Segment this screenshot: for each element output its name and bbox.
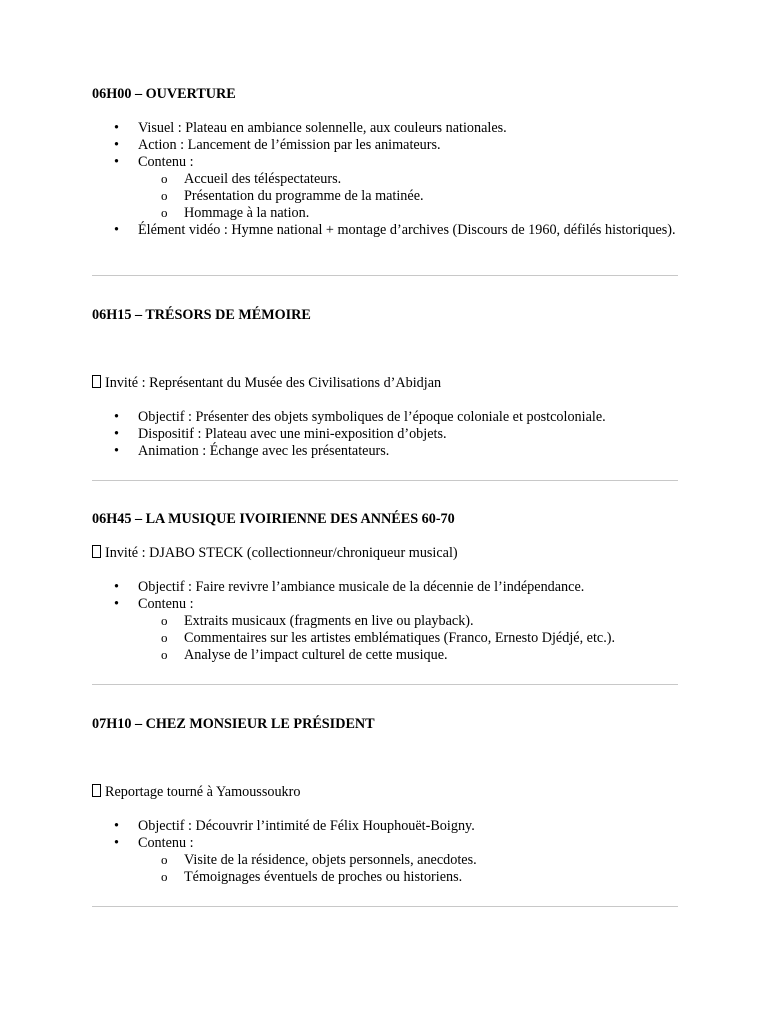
sub-list-item: o Hommage à la nation.	[92, 205, 678, 222]
sub-list-item: o Extraits musicaux (fragments en live ou playback).	[92, 613, 678, 630]
list-item: • Élément vidéo : Hymne national + montage d’archives (Discours de 1960, défilés historiques).	[92, 222, 678, 239]
sub-bullet-list	[138, 852, 678, 886]
list-item: • Objectif : Présenter des objets symboliques de l’époque coloniale et postcoloniale.	[92, 409, 678, 426]
sub-list-item: o Commentaires sur les artistes emblématiques (Franco, Ernesto Djédjé, etc.).	[92, 630, 678, 647]
section-title: 07H10 – CHEZ MONSIEUR LE PRÉSIDENT	[92, 716, 375, 732]
sub-bullet-list	[138, 613, 678, 664]
guest-text: Invité : Représentant du Musée des Civilisations d’Abidjan	[105, 375, 442, 391]
section-divider	[92, 275, 678, 276]
bullet-list	[92, 579, 678, 664]
list-item: • Objectif : Faire revivre l’ambiance musicale de la décennie de l’indépendance.	[92, 579, 678, 596]
sub-list-item: o Accueil des téléspectateurs.	[92, 171, 678, 188]
guest-line	[92, 375, 678, 392]
list-item: • Visuel : Plateau en ambiance solennelle, aux couleurs nationales.	[92, 120, 678, 137]
list-item	[92, 835, 678, 886]
sub-list-item: o Visite de la résidence, objets personnels, anecdotes.	[92, 852, 678, 869]
section-divider	[92, 906, 678, 907]
list-item-label: Contenu :	[138, 596, 194, 612]
report-text: Reportage tourné à Yamoussoukro	[105, 784, 301, 800]
bullet-list	[92, 120, 678, 239]
section-divider	[92, 480, 678, 481]
list-item: • Objectif : Découvrir l’intimité de Félix Houphouët-Boigny.	[92, 818, 678, 835]
bullet-list	[92, 818, 678, 886]
section-tresors	[92, 307, 678, 460]
section-president	[92, 716, 678, 886]
list-item-label: Contenu :	[138, 835, 194, 851]
section-ouverture	[92, 86, 678, 239]
report-line	[92, 784, 678, 801]
missing-glyph-icon	[92, 375, 101, 388]
sub-list-item: o Témoignages éventuels de proches ou historiens.	[92, 869, 678, 886]
section-musique	[92, 511, 678, 664]
missing-glyph-icon	[92, 545, 101, 558]
list-item: • Action : Lancement de l’émission par les animateurs.	[92, 137, 678, 154]
list-item: • Dispositif : Plateau avec une mini-exposition d’objets.	[92, 426, 678, 443]
guest-text: Invité : DJABO STECK (collectionneur/chroniqueur musical)	[105, 545, 458, 561]
list-item-label: Contenu :	[138, 154, 194, 170]
missing-glyph-icon	[92, 784, 101, 797]
list-item	[92, 154, 678, 222]
section-title: 06H00 – OUVERTURE	[92, 86, 236, 102]
list-item: • Animation : Échange avec les présentateurs.	[92, 443, 678, 460]
sub-bullet-list	[138, 171, 678, 222]
list-item	[92, 596, 678, 664]
section-divider	[92, 684, 678, 685]
guest-line	[92, 545, 678, 562]
sub-list-item: o Analyse de l’impact culturel de cette musique.	[92, 647, 678, 664]
sub-list-item: o Présentation du programme de la matinée.	[92, 188, 678, 205]
section-title: 06H45 – LA MUSIQUE IVOIRIENNE DES ANNÉES 60-70	[92, 511, 455, 527]
bullet-list	[92, 409, 678, 460]
section-title: 06H15 – TRÉSORS DE MÉMOIRE	[92, 307, 311, 323]
